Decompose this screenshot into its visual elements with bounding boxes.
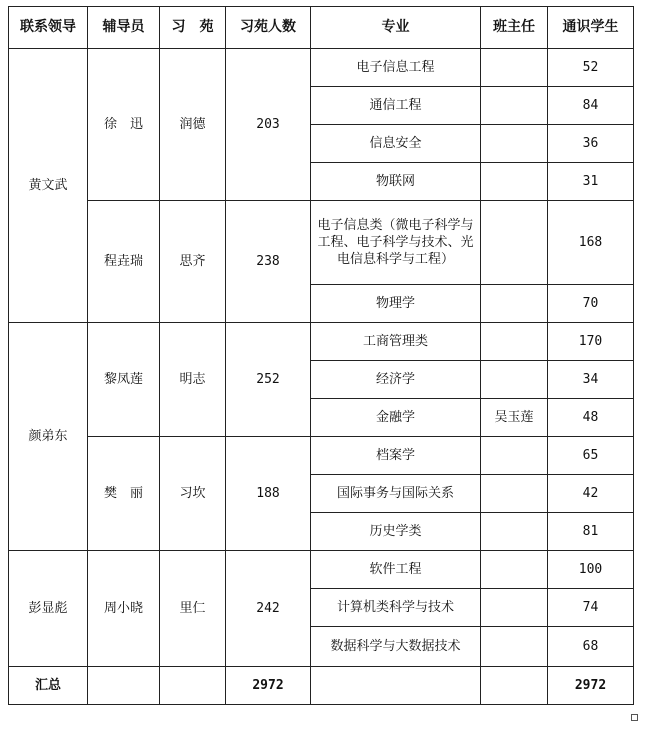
header-leader: 联系领导	[9, 7, 88, 49]
head-teacher-cell	[481, 437, 548, 475]
header-students: 通识学生	[548, 7, 634, 49]
students-cell: 100	[548, 551, 634, 589]
students-cell: 48	[548, 399, 634, 437]
total-college-count: 2972	[226, 667, 311, 705]
total-empty-cell	[311, 667, 481, 705]
college-count-cell: 188	[226, 437, 311, 551]
header-college: 习 苑	[160, 7, 226, 49]
head-teacher-cell	[481, 589, 548, 627]
header-head-teacher: 班主任	[481, 7, 548, 49]
head-teacher-cell	[481, 513, 548, 551]
counselor-cell: 周小晓	[88, 551, 160, 667]
students-cell: 170	[548, 323, 634, 361]
college-count-cell: 238	[226, 201, 311, 323]
major-cell: 档案学	[311, 437, 481, 475]
major-cell: 金融学	[311, 399, 481, 437]
head-teacher-cell	[481, 361, 548, 399]
major-cell: 物联网	[311, 163, 481, 201]
header-counselor: 辅导员	[88, 7, 160, 49]
major-cell: 数据科学与大数据技术	[311, 627, 481, 667]
leader-cell: 颜弟东	[9, 323, 88, 551]
major-cell: 物理学	[311, 285, 481, 323]
major-cell: 国际事务与国际关系	[311, 475, 481, 513]
students-cell: 42	[548, 475, 634, 513]
major-cell: 电子信息类（微电子科学与工程、电子科学与技术、光电信息科学与工程）	[311, 201, 481, 285]
students-cell: 36	[548, 125, 634, 163]
students-cell: 31	[548, 163, 634, 201]
major-cell: 信息安全	[311, 125, 481, 163]
total-empty-cell	[88, 667, 160, 705]
table-resize-handle[interactable]	[631, 714, 638, 721]
head-teacher-cell: 吴玉莲	[481, 399, 548, 437]
head-teacher-cell	[481, 125, 548, 163]
header-major: 专业	[311, 7, 481, 49]
counselor-cell: 徐 迅	[88, 49, 160, 201]
head-teacher-cell	[481, 201, 548, 285]
major-cell: 工商管理类	[311, 323, 481, 361]
counselor-cell: 程垚瑞	[88, 201, 160, 323]
college-cell: 思齐	[160, 201, 226, 323]
students-cell: 74	[548, 589, 634, 627]
counselor-cell: 樊 丽	[88, 437, 160, 551]
table-row	[9, 323, 634, 361]
total-row	[9, 667, 634, 705]
major-cell: 电子信息工程	[311, 49, 481, 87]
students-cell: 84	[548, 87, 634, 125]
students-cell: 65	[548, 437, 634, 475]
college-cell: 习坎	[160, 437, 226, 551]
students-cell: 68	[548, 627, 634, 667]
assignment-table	[8, 6, 634, 705]
total-label: 汇总	[9, 667, 88, 705]
major-cell: 计算机类科学与技术	[311, 589, 481, 627]
head-teacher-cell	[481, 627, 548, 667]
students-cell: 81	[548, 513, 634, 551]
head-teacher-cell	[481, 475, 548, 513]
table-row	[9, 437, 634, 475]
major-cell: 历史学类	[311, 513, 481, 551]
total-empty-cell	[160, 667, 226, 705]
leader-cell: 彭显彪	[9, 551, 88, 667]
counselor-cell: 黎凤莲	[88, 323, 160, 437]
head-teacher-cell	[481, 323, 548, 361]
total-students: 2972	[548, 667, 634, 705]
college-count-cell: 203	[226, 49, 311, 201]
college-cell: 润德	[160, 49, 226, 201]
college-count-cell: 242	[226, 551, 311, 667]
total-empty-cell	[481, 667, 548, 705]
major-cell: 软件工程	[311, 551, 481, 589]
head-teacher-cell	[481, 551, 548, 589]
table-row	[9, 551, 634, 589]
students-cell: 70	[548, 285, 634, 323]
head-teacher-cell	[481, 285, 548, 323]
major-cell: 经济学	[311, 361, 481, 399]
students-cell: 52	[548, 49, 634, 87]
table-row	[9, 201, 634, 285]
students-cell: 34	[548, 361, 634, 399]
head-teacher-cell	[481, 163, 548, 201]
head-teacher-cell	[481, 49, 548, 87]
table-row	[9, 49, 634, 87]
major-cell: 通信工程	[311, 87, 481, 125]
students-cell: 168	[548, 201, 634, 285]
leader-cell: 黄文武	[9, 49, 88, 323]
college-count-cell: 252	[226, 323, 311, 437]
head-teacher-cell	[481, 87, 548, 125]
college-cell: 里仁	[160, 551, 226, 667]
header-college-count: 习苑人数	[226, 7, 311, 49]
header-row	[9, 7, 634, 49]
college-cell: 明志	[160, 323, 226, 437]
